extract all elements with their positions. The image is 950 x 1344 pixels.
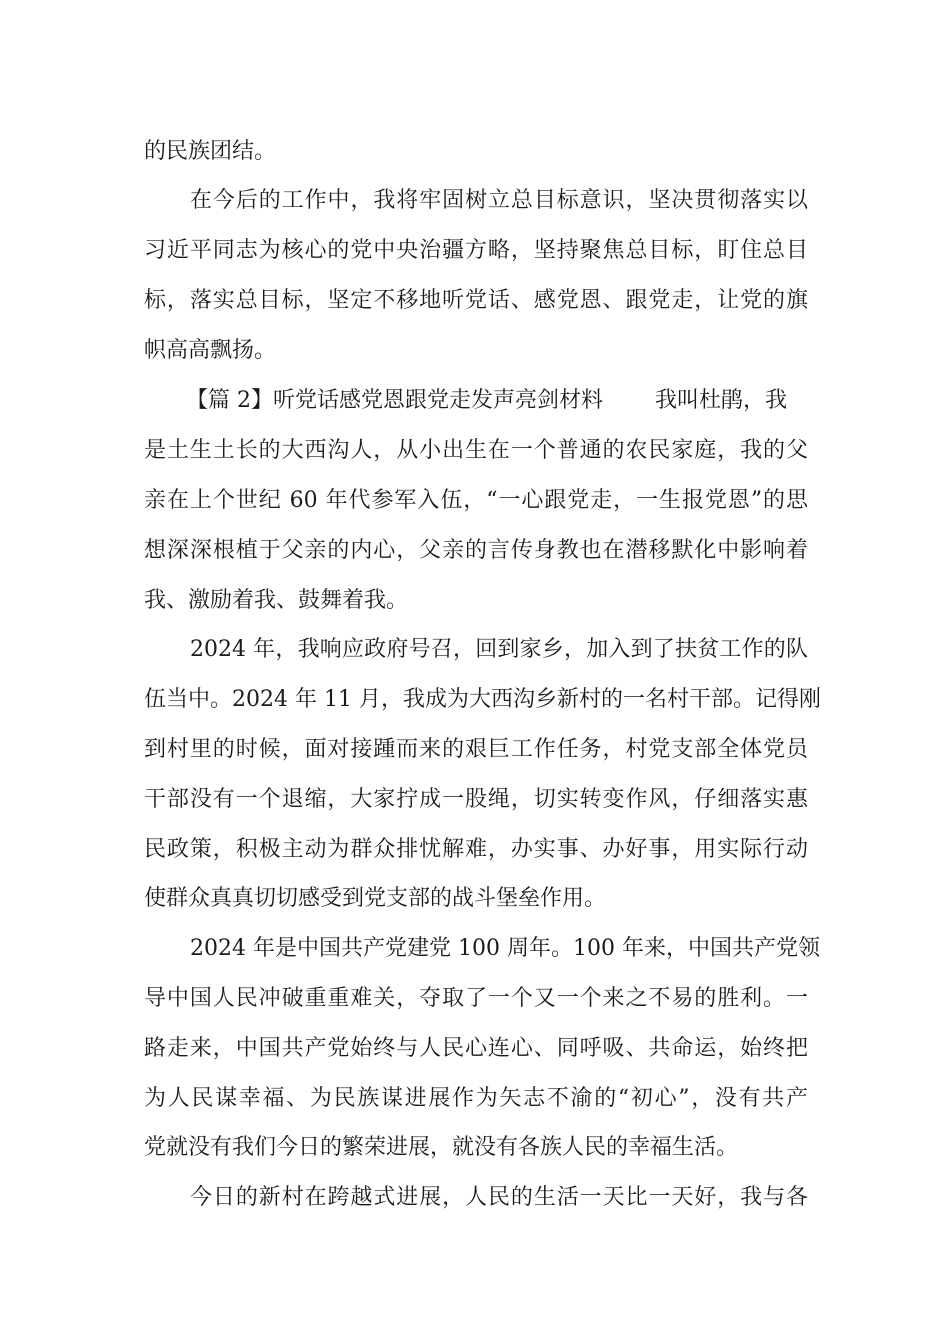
text-line: 亲在上个世纪 60 年代参军入伍，“一心跟党走，一生报党恩”的思	[144, 488, 808, 513]
text-line: 为人民谋幸福、为民族谋进展作为矢志不渝的“初心”，没有共产	[144, 1086, 808, 1111]
text-line: 的民族团结。	[144, 139, 277, 164]
text-line: 2024 年是中国共产党建党 100 周年。100 年来，中国共产党领	[190, 936, 820, 961]
section-heading-line	[186, 387, 787, 415]
section-heading: 【篇 2】听党话感党恩跟党走发声亮剑材料	[186, 388, 603, 413]
text-line: 今日的新村在跨越式进展，人民的生活一天比一天好，我与各	[190, 1185, 808, 1210]
text-line: 路走来，中国共产党始终与人民心连心、同呼吸、共命运，始终把	[144, 1036, 808, 1061]
text-span: 我叫杜鹃，我	[655, 388, 788, 413]
text-line: 2024 年，我响应政府号召，回到家乡，加入到了扶贫工作的队	[190, 637, 808, 662]
text-line: 在今后的工作中，我将牢固树立总目标意识，坚决贯彻落实以	[190, 188, 808, 213]
text-line: 想深深根植于父亲的内心，父亲的言传身教也在潜移默化中影响着	[144, 538, 808, 563]
text-line: 是土生土长的大西沟人，从小出生在一个普通的农民家庭，我的父	[144, 438, 808, 463]
text-line: 标，落实总目标，坚定不移地听党话、感党恩、跟党走，让党的旗	[144, 288, 808, 313]
text-line: 党就没有我们今日的繁荣进展，就没有各族人民的幸福生活。	[144, 1135, 739, 1160]
text-line: 我、激励着我、鼓舞着我。	[144, 588, 409, 613]
text-line: 到村里的时候，面对接踵而来的艰巨工作任务，村党支部全体党员	[144, 737, 808, 762]
text-line: 帜高高飘扬。	[144, 338, 277, 363]
text-line: 使群众真真切切感受到党支部的战斗堡垒作用。	[144, 886, 607, 911]
text-line: 民政策，积极主动为群众排忧解难，办实事、办好事，用实际行动	[144, 837, 808, 862]
text-line: 习近平同志为核心的党中央治疆方略，坚持聚焦总目标，盯住总目	[144, 238, 808, 263]
text-line: 导中国人民冲破重重难关，夺取了一个又一个来之不易的胜利。一	[144, 986, 808, 1011]
text-line: 干部没有一个退缩，大家拧成一股绳，切实转变作风，仔细落实惠	[144, 787, 808, 812]
text-line: 伍当中。2024 年 11 月，我成为大西沟乡新村的一名村干部。记得刚	[144, 687, 821, 712]
